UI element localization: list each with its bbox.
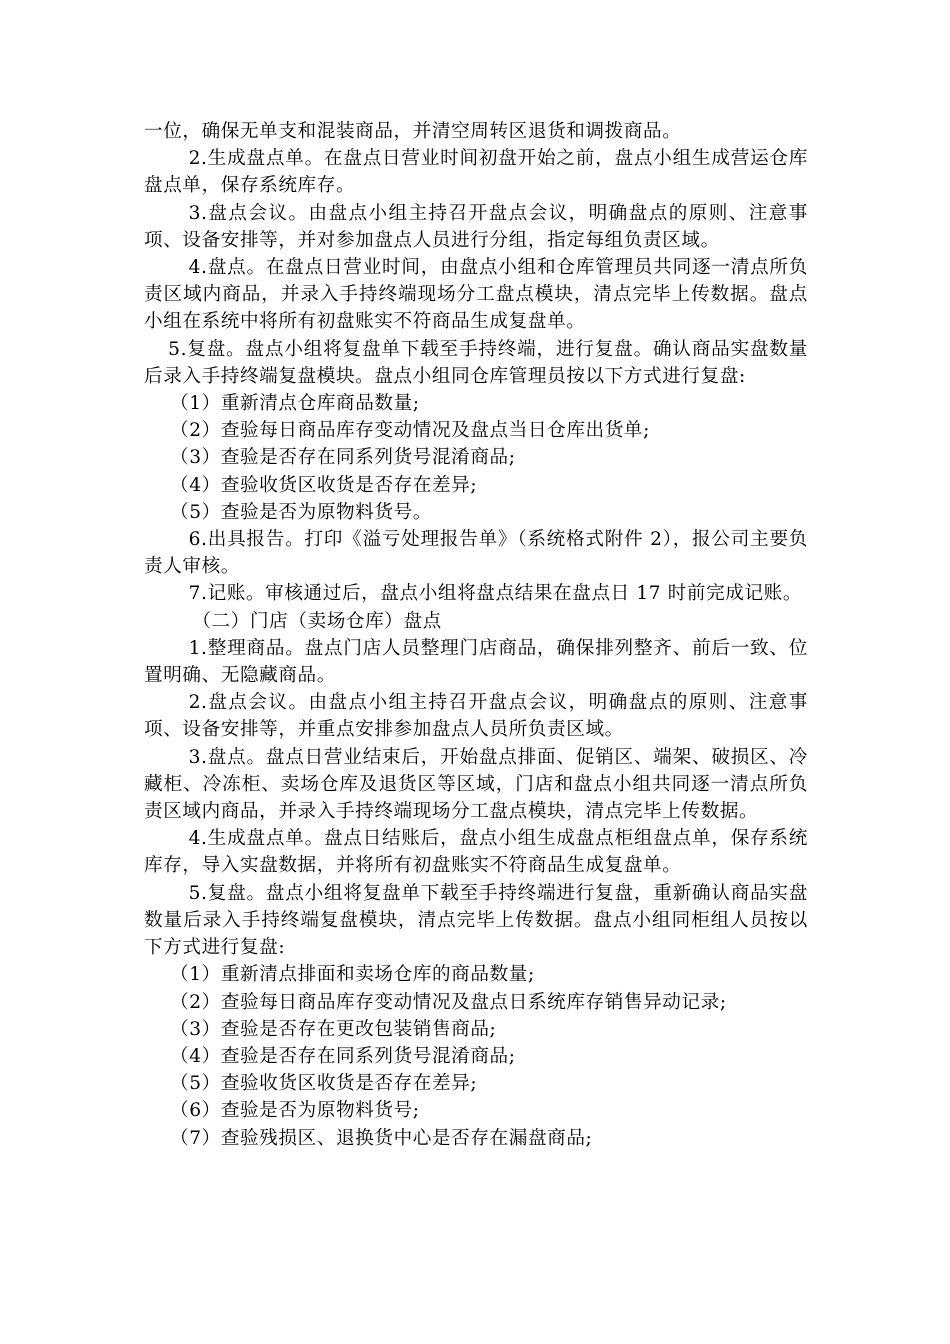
document-page bbox=[144, 118, 808, 1152]
paragraph-store-step-2: 2.盘点会议。由盘点小组主持召开盘点会议，明确盘点的原则、注意事项、设备安排等，并重点安排参加盘点人员所负责区域。 bbox=[144, 692, 808, 741]
list-item: （3）查验是否存在更改包装销售商品; bbox=[170, 1018, 497, 1040]
list-item: （1）重新清点仓库商品数量; bbox=[170, 393, 420, 415]
paragraph-continuation: 一位，确保无单支和混装商品，并清空周转区退货和调拨商品。 bbox=[144, 121, 682, 142]
paragraph-store-step-1: 1.整理商品。盘点门店人员整理门店商品，确保排列整齐、前后一致、位置明确、无隐藏商品。 bbox=[144, 637, 808, 687]
paragraph-step-4-count: 4.盘点。在盘点日营业时间，由盘点小组和仓库管理员共同逐一清点所负责区域内商品，并录入手持终端现场分工盘点模块，清点完毕上传数据。盘点小组在系统中将所有初盘账实不符商品生成复盘单。 bbox=[144, 257, 808, 333]
list-item: （1）重新清点排面和卖场仓库的商品数量; bbox=[170, 964, 535, 986]
paragraph-step-3-meeting: 3.盘点会议。由盘点小组主持召开盘点会议，明确盘点的原则、注意事项、设备安排等，并对参加盘点人员进行分组，指定每组负责区域。 bbox=[144, 202, 808, 251]
list-item: （4）查验是否存在同系列货号混淆商品; bbox=[170, 1045, 516, 1067]
paragraph-store-step-3: 3.盘点。盘点日营业结束后，开始盘点排面、促销区、端架、破损区、冷藏柜、冷冻柜、卖场仓库及退货区等区域，门店和盘点小组共同逐一清点所负责区域内商品，并录入手持终端现场分工盘点模块，清点完毕上传数据。 bbox=[144, 746, 808, 823]
list-item: （5）查验收货区收货是否存在差异; bbox=[170, 1073, 478, 1095]
paragraph-store-step-4: 4.生成盘点单。盘点日结账后，盘点小组生成盘点柜组盘点单，保存系统库存，导入实盘数据，并将所有初盘账实不符商品生成复盘单。 bbox=[144, 828, 808, 877]
list-item: （2）查验每日商品库存变动情况及盘点当日仓库出货单; bbox=[170, 420, 650, 442]
list-item: （7）查验残损区、退换货中心是否存在漏盘商品; bbox=[170, 1127, 593, 1149]
paragraph-step-5-recount: 5.复盘。盘点小组将复盘单下载至手持终端，进行复盘。确认商品实盘数量后录入手持终端复盘模块。盘点小组同仓库管理员按以下方式进行复盘: bbox=[144, 338, 808, 387]
list-item: （5）查验是否为原物料货号。 bbox=[170, 501, 432, 523]
paragraph-step-2-generate-sheet: 2.生成盘点单。在盘点日营业时间初盘开始之前，盘点小组生成营运仓库盘点单，保存系统库存。 bbox=[144, 148, 808, 197]
section-heading-store-count: （二）门店（卖场仓库）盘点 bbox=[192, 610, 442, 632]
list-item: （4）查验收货区收货是否存在差异; bbox=[170, 474, 478, 496]
paragraph-store-step-5: 5.复盘。盘点小组将复盘单下载至手持终端进行复盘，重新确认商品实盘数量后录入手持终端复盘模块，清点完毕上传数据。盘点小组同柜组人员按以下方式进行复盘: bbox=[144, 882, 808, 959]
list-item: （6）查验是否为原物料货号; bbox=[170, 1100, 420, 1122]
paragraph-step-6-report: 6.出具报告。打印《溢亏处理报告单》（系统格式附件 2），报公司主要负责人审核。 bbox=[144, 529, 808, 578]
list-item: （3）查验是否存在同系列货号混淆商品; bbox=[170, 447, 516, 469]
list-item: （2）查验每日商品库存变动情况及盘点日系统库存销售异动记录; bbox=[170, 991, 727, 1013]
paragraph-step-7-bookkeeping: 7.记账。审核通过后，盘点小组将盘点结果在盘点日 17 时前完成记账。 bbox=[188, 583, 803, 605]
